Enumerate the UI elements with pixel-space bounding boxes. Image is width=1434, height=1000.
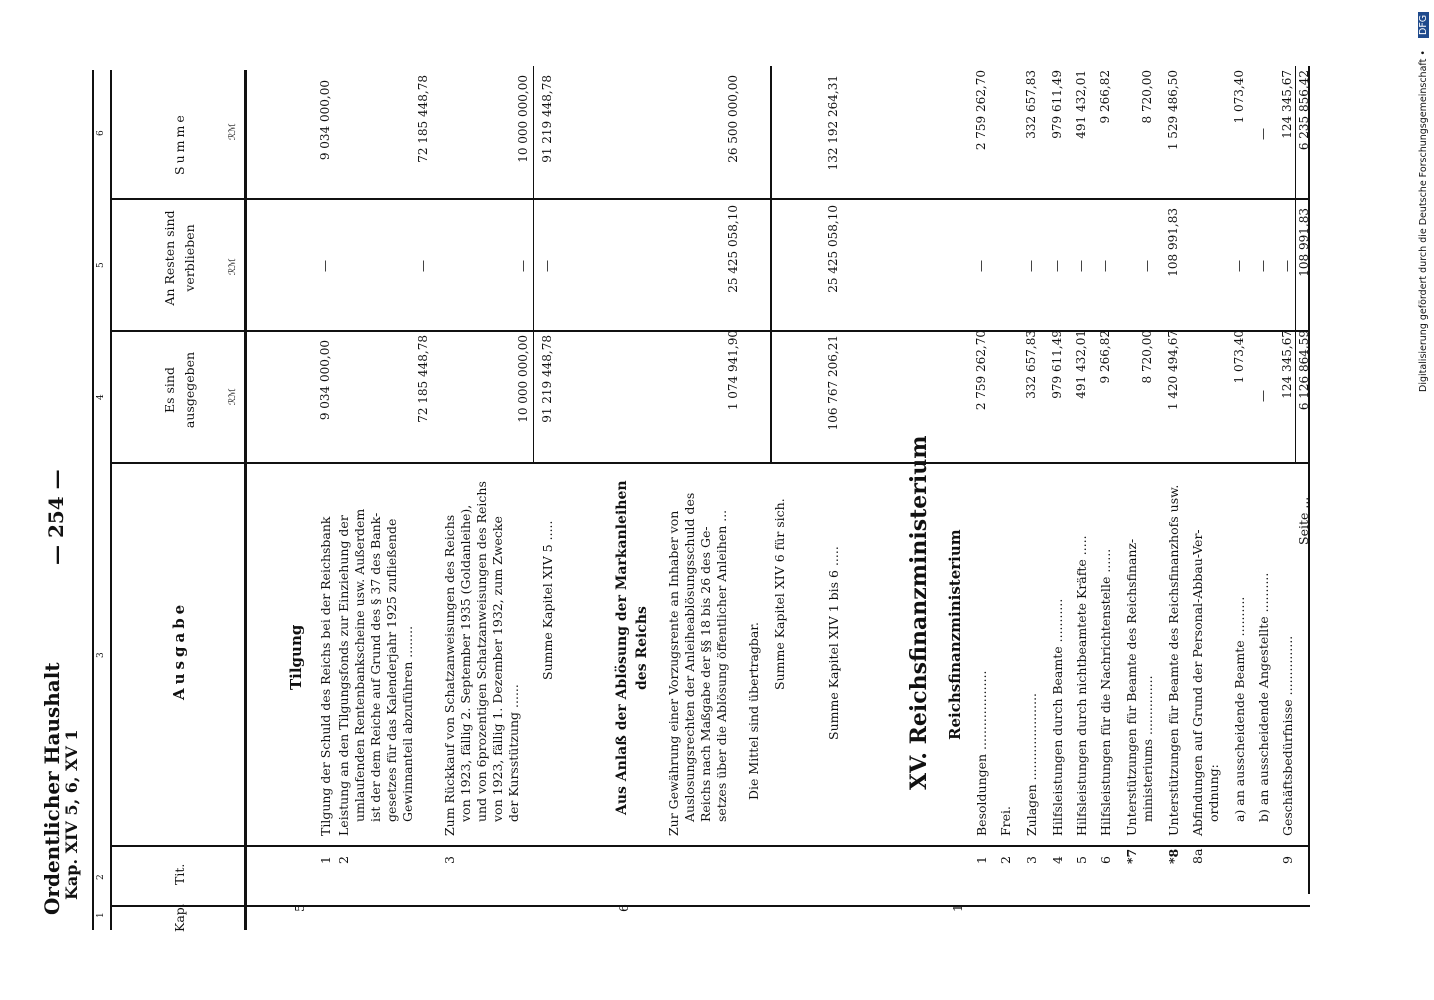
xv-row9-line1: Abfindungen auf Grund der Personal-Abbau-Ver- — [1190, 529, 1205, 836]
xv-row11-col5: — — [1256, 260, 1270, 272]
xv-row3-col6: 332 657,83 — [1024, 70, 1038, 139]
xv-row4-col4: 979 611,49 — [1050, 330, 1064, 399]
xv-row11-text: b) an ausscheidende Angestellte .......... — [1256, 572, 1271, 822]
s6-text-line3: Reichs nach Maßgabe der §§ 18 bis 26 des Ge- — [698, 526, 713, 822]
xv-row9-tit: 8a — [1190, 848, 1205, 864]
s5-row3-line5: der Kursstützung ...... — [506, 684, 521, 822]
xv-row5-col4: 491 432,01 — [1074, 330, 1088, 399]
s6-text-line4: setzes über die Ablösung öffentlicher Anleihen ... — [714, 509, 729, 822]
xv-row8-tit: *8 — [1166, 848, 1181, 864]
s5-row1-col5: — — [318, 260, 332, 272]
s5-row2-line2: umlaufenden Rentenbankscheine usw. Außerdem — [352, 508, 367, 822]
xv-row7-col6: 8 720,00 — [1140, 70, 1154, 124]
page-sum-col6: 6 235 856,42 — [1297, 70, 1311, 151]
s5-row3-line2: von 1923, fällig 2. September 1935 (Goldanleihe), — [458, 504, 473, 822]
s5-row3-tit: 3 — [442, 856, 457, 864]
xv-row8-col6: 1 529 486,50 — [1166, 70, 1180, 151]
s6-text-line5: Die Mittel sind übertragbar. — [746, 622, 761, 800]
xv-row12-tit: 9 — [1280, 856, 1295, 864]
s5-row3-col6: 10 000 000,00 — [516, 75, 530, 163]
xv-row6-col5: — — [1098, 260, 1112, 272]
xv-row11-col6: — — [1256, 128, 1270, 140]
header-tit: Tit. — [172, 863, 187, 885]
xv-row5-col5: — — [1074, 260, 1088, 272]
table-top-rule — [92, 70, 94, 930]
xv-row8-col4: 1 420 494,67 — [1166, 330, 1180, 411]
s6-col6: 26 500 000,00 — [726, 75, 740, 163]
xv-row12-col6: 124 345,67 — [1280, 70, 1294, 139]
xv-row4-col6: 979 611,49 — [1050, 70, 1064, 139]
col-sep-5-6 — [110, 198, 1310, 200]
s5-sum-col6: 91 219 448,78 — [540, 75, 554, 163]
s5-row3-line3: und von 6prozentigen Schatzanweisungen des Reichs — [474, 481, 489, 822]
s5-row1-col4: 9 034 000,00 — [318, 340, 332, 421]
xv-row1-col5: — — [974, 260, 988, 272]
column-number-4: 4 — [96, 394, 106, 400]
col-sep-1-2 — [110, 905, 1310, 907]
xv-row5-col6: 491 432,01 — [1074, 70, 1088, 139]
xv-row10-col6: 1 073,40 — [1232, 70, 1246, 124]
s5-row1-col6: 9 034 000,00 — [318, 80, 332, 161]
xv-row2-text: Frei. — [998, 805, 1013, 836]
section5-kap: 5 — [292, 904, 307, 912]
section6-sum-rule — [770, 66, 772, 462]
unit-col4: ℛℳ — [228, 388, 238, 405]
xv-row12-col4: 124 345,67 — [1280, 330, 1294, 399]
s5-row3-line4: von 1923, fällig 1. Dezember 1932, zum Zwecke — [490, 516, 505, 822]
s6-col4: 1 074 941,90 — [726, 330, 740, 411]
xv-row12-text: Geschäftsbedürfnisse ............... — [1280, 635, 1295, 836]
s6-col5: 25 425 058,10 — [726, 205, 740, 293]
total-col5: 25 425 058,10 — [826, 205, 840, 293]
page-sum-col4: 6 126 864,59 — [1297, 330, 1311, 411]
xv-row3-tit: 3 — [1024, 856, 1039, 864]
col-sep-4-5 — [110, 330, 1310, 332]
xv-row3-col4: 332 657,83 — [1024, 330, 1038, 399]
xv-row6-col6: 9 266,82 — [1098, 70, 1112, 124]
xv-row7-tit: *7 — [1124, 848, 1139, 864]
page-sum-col5: 108 991,83 — [1297, 208, 1311, 277]
xv-row10-col5: — — [1232, 260, 1246, 272]
xv-row6-col4: 9 266,82 — [1098, 330, 1112, 384]
section6-kap: 6 — [616, 904, 631, 912]
table-bottom-rule — [1308, 66, 1310, 894]
xv-row8-col5: 108 991,83 — [1166, 208, 1180, 277]
s5-row2-col5: — — [416, 260, 430, 272]
column-number-1: 1 — [96, 912, 106, 918]
page-sum-label: Seite ... — [1296, 496, 1311, 545]
total-col4: 106 767 206,21 — [826, 335, 840, 431]
column-number-6: 6 — [96, 130, 106, 136]
xv-row2-tit: 2 — [998, 856, 1013, 864]
page-number: — 254 — — [44, 469, 68, 565]
col-sep-3-4 — [110, 462, 1310, 464]
xv-row3-col5: — — [1024, 260, 1038, 272]
column-number-5: 5 — [96, 262, 106, 268]
section6-title-line1: Aus Anlaß der Ablösung der Markanleihen — [614, 480, 630, 815]
xv-subtitle: Reichsfinanzministerium — [946, 529, 964, 740]
col-sep-2-3 — [110, 845, 1310, 847]
xv-row8-text: Unterstützungen für Beamte des Reichsfinanzhofs usw. — [1166, 484, 1181, 836]
s5-sum-label: Summe Kapitel XIV 5 ..... — [540, 520, 555, 680]
document-title: Ordentlicher Haushalt — [40, 662, 64, 915]
xv-row4-text: Hilfsleistungen durch Beamte ........... — [1050, 598, 1065, 836]
xv-row11-col4: — — [1256, 390, 1270, 402]
dfg-logo: DFG — [1418, 12, 1429, 38]
column-number-3: 3 — [96, 652, 106, 658]
header-ausgegeben: Es sind ausgegeben — [162, 351, 197, 429]
xv-row1-col6: 2 759 262,70 — [974, 70, 988, 151]
xv-row12-col5: — — [1280, 260, 1294, 272]
xv-row4-tit: 4 — [1050, 856, 1065, 864]
s5-row2-line1: Leistung an den Tilgungsfonds zur Einziehung der — [336, 515, 351, 836]
s5-sum-col4: 91 219 448,78 — [540, 335, 554, 423]
column-number-2: 2 — [96, 874, 106, 880]
total-label: Summe Kapitel XIV 1 bis 6 ..... — [826, 546, 841, 740]
s5-row3-col5: — — [516, 260, 530, 272]
s6-text-line1: Zur Gewährung einer Vorzugsrente an Inhaber von — [666, 510, 681, 836]
page-sum-rule — [1295, 66, 1296, 462]
xv-row6-text: Hilfsleistungen für die Nachrichtenstelle ...... — [1098, 548, 1113, 836]
s5-sum-col5: — — [540, 260, 554, 272]
xv-title: XV. Reichsfinanzministerium — [906, 435, 932, 790]
s5-row2-line3: ist der dem Reiche auf Grund des § 37 des Bank- — [368, 512, 383, 822]
header-reste: An Resten sind verblieben — [162, 210, 197, 306]
chapter-reference: Kap. XIV 5, 6, XV 1 — [62, 729, 81, 900]
s5-row3-col4: 10 000 000,00 — [516, 335, 530, 423]
unit-col5: ℛℳ — [228, 258, 238, 275]
s5-row2-line4: gesetzes für das Kalenderjahr 1925 zufließende — [384, 518, 399, 822]
s5-row1-tit: 1 — [318, 856, 333, 864]
section6-title-line2: des Reichs — [634, 606, 650, 690]
xv-row5-text: Hilfsleistungen durch nichtbeamtete Kräfte ..... — [1074, 535, 1089, 836]
section5-title: Tilgung — [287, 624, 305, 690]
header-kap: Kap. — [172, 903, 187, 932]
xv-row3-text: Zulagen ...................... — [1024, 692, 1039, 836]
xv-row1-tit: 1 — [974, 856, 989, 864]
digitization-note: Digitalisierung gefördert durch die Deutsche Forschungsgemeinschaft • — [1418, 50, 1429, 392]
xv-row7-line2: ministeriums ............... — [1140, 675, 1155, 822]
s6-sum-label: Summe Kapitel XIV 6 für sich. — [772, 498, 787, 690]
xv-row5-tit: 5 — [1074, 856, 1089, 864]
xv-row6-tit: 6 — [1098, 856, 1113, 864]
total-col6: 132 192 264,31 — [826, 75, 840, 171]
xv-row7-line1: Unterstützungen für Beamte des Reichsfinanz- — [1124, 538, 1139, 836]
header-summe: Summe — [172, 112, 187, 175]
xv-row4-col5: — — [1050, 260, 1064, 272]
s5-row2-col4: 72 185 448,78 — [416, 335, 430, 423]
s6-text-line2: Auslosungsrechten der Anleiheablösungsschuld des — [682, 492, 697, 822]
xv-row7-col5: — — [1140, 260, 1154, 272]
s5-row2-line5: Gewinnanteil abzuführen ........ — [400, 625, 415, 822]
xv-row9-line2: ordnung: — [1206, 764, 1221, 822]
xv-row1-text: Besoldungen .................... — [974, 670, 989, 836]
xv-kap: 1 — [950, 904, 965, 912]
s5-row3-line1: Zum Rückkauf von Schatzanweisungen des Reichs — [442, 514, 457, 836]
xv-row10-text: a) an ausscheidende Beamte .......... — [1232, 596, 1247, 822]
header-ausgabe: Ausgabe — [170, 600, 188, 700]
xv-row7-col4: 8 720,00 — [1140, 330, 1154, 384]
xv-row1-col4: 2 759 262,70 — [974, 330, 988, 411]
s5-row1-text: Tilgung der Schuld des Reichs bei der Reichsbank — [318, 516, 333, 836]
xv-row10-col4: 1 073,40 — [1232, 330, 1246, 384]
section5-sum-rule — [533, 66, 534, 462]
s5-row2-tit: 2 — [336, 856, 351, 864]
s5-row2-col6: 72 185 448,78 — [416, 75, 430, 163]
unit-col6: ℛℳ — [228, 123, 238, 140]
